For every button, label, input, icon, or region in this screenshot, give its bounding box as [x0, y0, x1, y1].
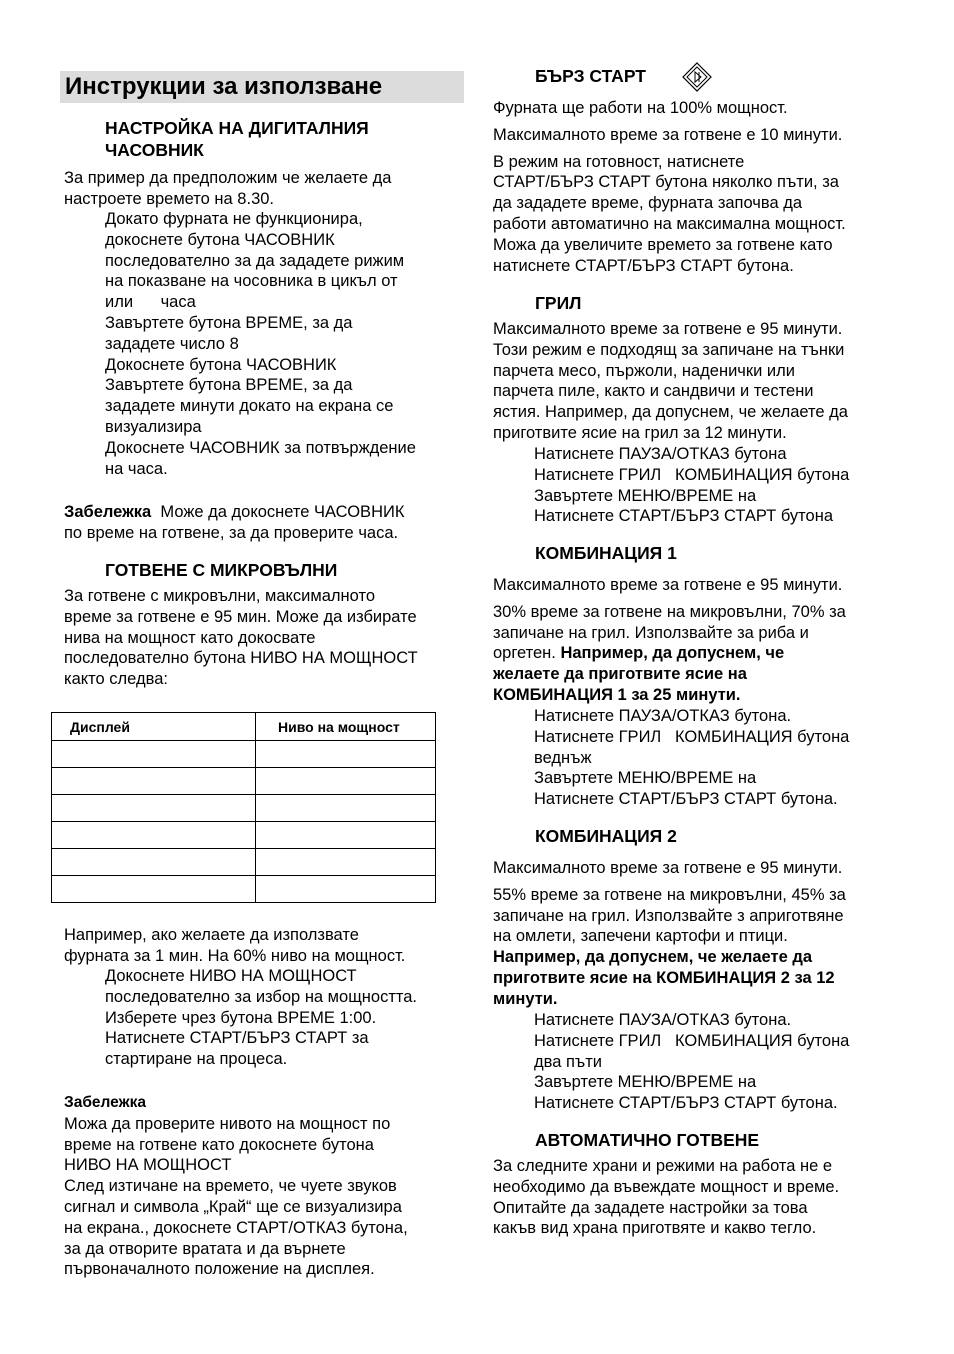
grill-line: ястия. Например, да допуснем, че желаете да [493, 403, 848, 422]
combo1-line: запичане на грил. Използвайте за риба и [493, 623, 809, 642]
clock-step-line: визуализира [105, 417, 202, 436]
combo2-step: Завъртете МЕНЮ/ВРЕМЕ на [534, 1073, 757, 1092]
clock-step-line: зададете минути докато на екрана се [105, 397, 394, 416]
combo1-bold: КОМБИНАЦИЯ 1 за 25 минути. [493, 685, 741, 704]
quick-start-heading: БЪРЗ СТАРТ [535, 66, 646, 86]
note-line: сигнал и символа „Край“ ще се визуализира [64, 1197, 402, 1216]
microwave-intro-line: както следва: [64, 670, 168, 689]
table-cell [256, 822, 436, 849]
microwave-step-line: последователно за избор на мощността. [105, 987, 418, 1006]
table-header-row [52, 713, 436, 741]
grill-step: Завъртете МЕНЮ/ВРЕМЕ на [534, 486, 757, 505]
note-line: за да отворите вратата и да върнете [64, 1239, 346, 1258]
clock-intro-line: За пример да предположим че желаете да [64, 169, 392, 187]
note-line: След изтичане на времето, че чуете звуков [64, 1177, 397, 1196]
table-cell [256, 795, 436, 822]
grill-step: Натиснете СТАРТ/БЪРЗ СТАРТ бутона [534, 507, 833, 526]
clock-steps [105, 209, 416, 479]
combination-2-steps [534, 1010, 849, 1114]
combo2-step: Натиснете СТАРТ/БЪРЗ СТАРТ бутона. [534, 1094, 838, 1113]
grill-line: парчета пиле, както и сандвичи и тестени [493, 382, 814, 401]
microwave-step-line: Докоснете НИВО НА МОЩНОСТ [105, 967, 357, 985]
clock-note [64, 502, 404, 544]
clock-step-line: зададете число 8 [105, 334, 239, 353]
combo2-bold: приготвите ясие на КОМБИНАЦИЯ 2 за 12 [493, 968, 835, 987]
microwave-intro-line: последователно бутона НИВО НА МОЩНОСТ [64, 649, 418, 668]
microwave-intro-line: нива на мощност като докосвате [64, 628, 316, 647]
table-cell [256, 768, 436, 795]
clock-step-line: на часа. [105, 459, 168, 478]
clock-step-line: Завъртете бутона ВРЕМЕ, за да [105, 313, 353, 332]
note-line: първоначалното положение на дисплея. [64, 1260, 375, 1279]
combo2-bold: минути. [493, 989, 558, 1008]
quick-start-body [493, 98, 846, 276]
example-line: фурната за 1 мин. На 60% ниво на мощност. [64, 946, 406, 965]
combo2-step: два пъти [534, 1052, 602, 1071]
auto-line: За следните храни и режими на работа не е [493, 1157, 833, 1175]
clock-heading-1: НАСТРОЙКА НА ДИГИТАЛНИЯ [105, 118, 369, 138]
clock-step-line: последователно за да зададете рижим [105, 251, 405, 270]
clock-step-line: Докоснете бутона ЧАСОВНИК [105, 355, 337, 374]
quick-line: В режим на готовност, натиснете [493, 152, 745, 171]
quick-line: Можа да увеличите времето за готвене като [493, 235, 833, 254]
combo1-step: Натиснете СТАРТ/БЪРЗ СТАРТ бутона. [534, 790, 838, 809]
power-level-table [51, 712, 436, 903]
note-line: време на готвене като докоснете бутона [64, 1135, 374, 1154]
table-row [52, 876, 436, 903]
combo1-step: Завъртете МЕНЮ/ВРЕМЕ на [534, 769, 757, 788]
combination-1-heading: КОМБИНАЦИЯ 1 [535, 543, 677, 563]
microwave-intro-line: време за готвене е 95 мин. Може да избирате [64, 607, 417, 626]
note-text: по време на готвене, за да проверите часа. [64, 523, 399, 542]
microwave-step-line: Изберете чрез бутона ВРЕМЕ 1:00. [105, 1008, 377, 1027]
example-line: Например, ако желаете да използвате [64, 926, 359, 944]
auto-cooking-body [493, 1156, 839, 1239]
clock-heading-2: ЧАСОВНИК [105, 140, 204, 160]
quick-line: Фурната ще работи на 100% мощност. [493, 99, 788, 117]
note-line: на екрана., докоснете СТАРТ/ОТКАЗ бутона, [64, 1218, 408, 1237]
combo1-step: веднъж [534, 748, 592, 767]
table-cell [52, 849, 256, 876]
combo1-step: Натиснете ГРИЛ КОМБИНАЦИЯ бутона [534, 727, 850, 746]
combo2-line: на омлети, запечени картофи и птици. [493, 927, 788, 946]
microwave-heading: ГОТВЕНЕ С МИКРОВЪЛНИ [105, 560, 338, 580]
table-cell [52, 822, 256, 849]
microwave-step-line: стартиране на процеса. [105, 1050, 288, 1069]
grill-line: приготвите ясие на грил за 12 минути. [493, 423, 787, 442]
note-line: НИВО НА МОЩНОСТ [64, 1156, 232, 1175]
table-cell [256, 876, 436, 903]
clock-step-line: или часа [105, 293, 196, 312]
quick-line: работи автоматично на максимална мощност. [493, 214, 846, 233]
auto-line: необходимо да въвеждате мощност и време. [493, 1177, 840, 1196]
clock-step-line: Докоснете ЧАСОВНИК за потвърждение [105, 438, 416, 457]
combo1-line: оргетен. [493, 644, 561, 663]
grill-line: парчета месо, пържоли, наденички или [493, 361, 795, 380]
table-header-power: Ниво на мощност [256, 713, 436, 741]
microwave-step-line: Натиснете СТАРТ/БЪРЗ СТАРТ за [105, 1029, 369, 1048]
table-row [52, 822, 436, 849]
auto-line: какъв вид храна приготвяте и какво тегло. [493, 1219, 817, 1238]
grill-step: Натиснете ПАУЗА/ОТКАЗ бутона [534, 445, 787, 463]
quick-line: Максималното време за готвене е 10 минути. [493, 125, 843, 144]
table-cell [52, 741, 256, 768]
note-label: Забележка [64, 1094, 146, 1111]
note-text: Може да докоснете ЧАСОВНИК [151, 503, 405, 521]
grill-steps [534, 444, 849, 527]
combination-2-body [493, 858, 846, 1010]
grill-line: Максималното време за готвене е 95 минути. [493, 320, 843, 338]
combo1-bold: желаете да приготвите ясие на [493, 665, 747, 684]
page-title-bar [60, 71, 464, 103]
table-row [52, 768, 436, 795]
microwave-example [64, 925, 405, 967]
combo1-step: Натиснете ПАУЗА/ОТКАЗ бутона. [534, 707, 792, 725]
combo2-line: 55% време за готвене на микровълни, 45% за [493, 885, 846, 904]
clock-intro-line: настроете времето на 8.30. [64, 189, 275, 208]
quick-line: натиснете СТАРТ/БЪРЗ СТАРТ бутона. [493, 256, 794, 275]
table-cell [52, 876, 256, 903]
table-row [52, 741, 436, 768]
table-cell [52, 795, 256, 822]
microwave-steps [105, 966, 417, 1070]
clock-step-line: Завъртете бутона ВРЕМЕ, за да [105, 376, 353, 395]
clock-step-line: на показване на чосовника в цикъл от [105, 272, 398, 291]
microwave-intro [64, 586, 418, 690]
auto-cooking-heading: АВТОМАТИЧНО ГОТВЕНЕ [535, 1130, 760, 1150]
quick-line: СТАРТ/БЪРЗ СТАРТ бутона няколко пъти, за [493, 173, 839, 192]
auto-line: Опитайте да зададете настройки за това [493, 1198, 808, 1217]
table-cell [256, 741, 436, 768]
clock-step-line: Докато фурната не функционира, [105, 210, 363, 228]
combo1-line: 30% време за готвене на микровълни, 70% за [493, 602, 846, 621]
note-label: Забележка [64, 503, 152, 521]
combo2-line: Максималното време за готвене е 95 минути. [493, 859, 843, 877]
table-row [52, 795, 436, 822]
combination-1-body [493, 575, 846, 706]
grill-body [493, 319, 848, 444]
microwave-note [64, 1093, 408, 1280]
clock-step-line: докоснете бутона ЧАСОВНИК [105, 230, 335, 249]
table-row [52, 849, 436, 876]
combo1-bold: Например, да допуснем, че [560, 644, 785, 663]
combo1-line: Максималното време за готвене е 95 минути. [493, 576, 843, 594]
table-header-display: Дисплей [52, 713, 256, 741]
grill-heading: ГРИЛ [535, 293, 582, 313]
microwave-intro-line: За готвене с микровълни, максималното [64, 587, 376, 605]
grill-step: Натиснете ГРИЛ КОМБИНАЦИЯ бутона [534, 465, 850, 484]
note-line: Можа да проверите нивото на мощност по [64, 1114, 391, 1133]
table-cell [52, 768, 256, 795]
table-cell [256, 849, 436, 876]
grill-line: Този режим е подходящ за запичане на тънки [493, 340, 845, 359]
combination-1-steps [534, 706, 849, 810]
quick-line: да зададете време, фурната започва да [493, 194, 803, 213]
combo2-step: Натиснете ГРИЛ КОМБИНАЦИЯ бутона [534, 1031, 850, 1050]
page-title: Инструкции за използване [65, 73, 383, 100]
combo2-step: Натиснете ПАУЗА/ОТКАЗ бутона. [534, 1011, 792, 1029]
combo2-bold: Например, да допуснем, че желаете да [493, 948, 813, 967]
clock-intro [64, 168, 391, 210]
combo2-line: запичане на грил. Използвайте з априготвяне [493, 906, 844, 925]
quick-start-icon [681, 61, 713, 93]
combination-2-heading: КОМБИНАЦИЯ 2 [535, 826, 677, 846]
